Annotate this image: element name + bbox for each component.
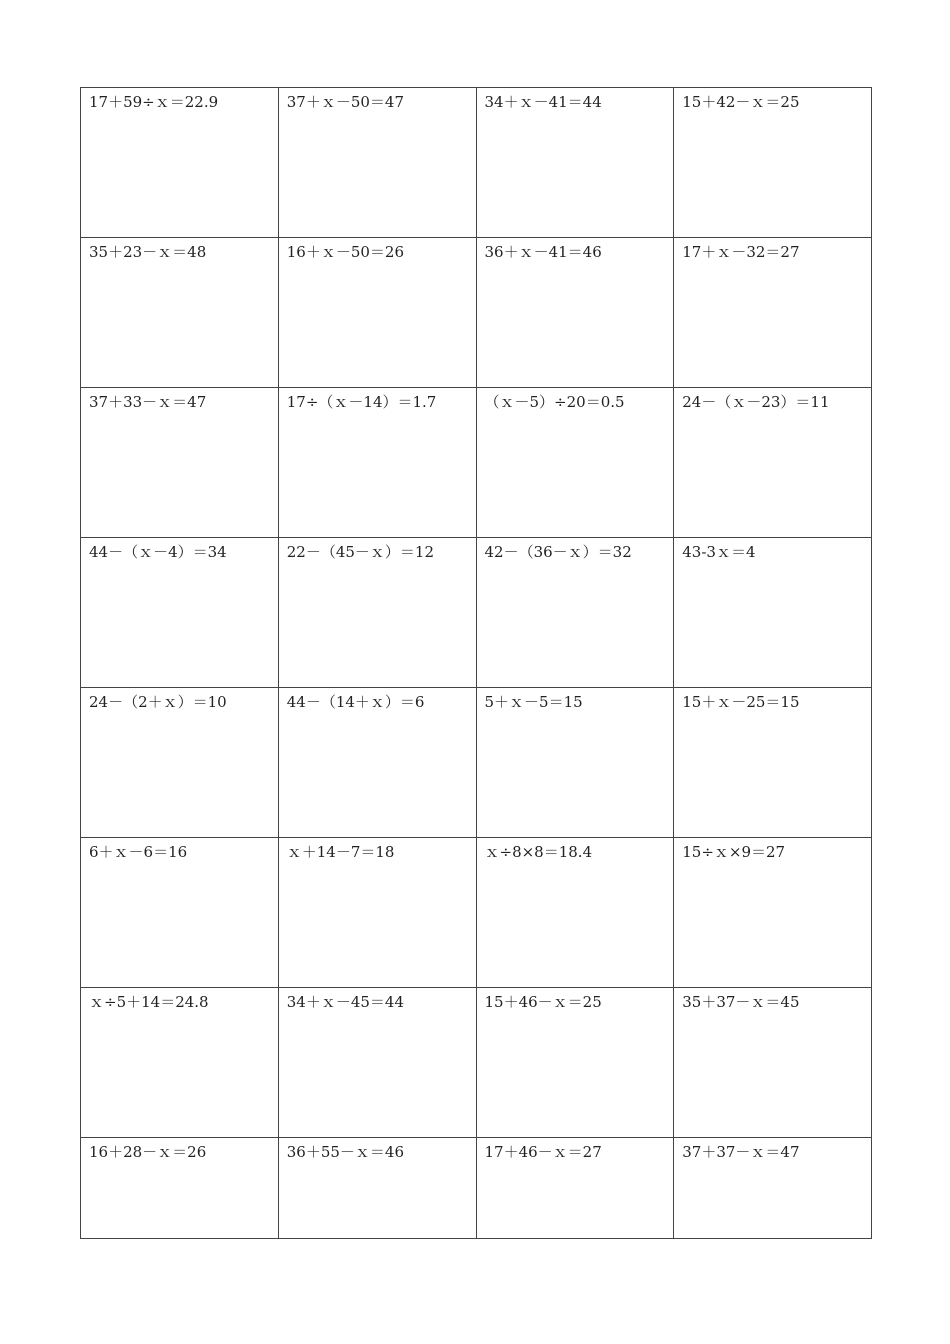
equation-cell: 16＋28－ｘ＝26	[81, 1138, 279, 1239]
equation-cell: 35＋23－ｘ＝48	[81, 238, 279, 388]
table-row	[81, 388, 872, 538]
equation-cell: 36＋ｘ－41＝46	[476, 238, 674, 388]
equation-cell: 17÷（ｘ－14）＝1.7	[278, 388, 476, 538]
equation-cell: 44－（14＋ｘ）＝6	[278, 688, 476, 838]
equation-cell: ｘ÷5＋14＝24.8	[81, 988, 279, 1138]
table-row	[81, 88, 872, 238]
equation-cell: 42－（36－ｘ）＝32	[476, 538, 674, 688]
equation-cell: ｘ＋14－7＝18	[278, 838, 476, 988]
equation-cell: 15＋ｘ－25＝15	[674, 688, 872, 838]
equation-cell: 17＋59÷ｘ＝22.9	[81, 88, 279, 238]
equation-cell: 15＋46－ｘ＝25	[476, 988, 674, 1138]
table-row	[81, 238, 872, 388]
table-row	[81, 838, 872, 988]
equation-cell: 43-3ｘ＝4	[674, 538, 872, 688]
equation-cell: 6＋ｘ－6＝16	[81, 838, 279, 988]
equation-cell: 16＋ｘ－50＝26	[278, 238, 476, 388]
equation-cell: 34＋ｘ－41＝44	[476, 88, 674, 238]
table-row	[81, 538, 872, 688]
equation-cell: 35＋37－ｘ＝45	[674, 988, 872, 1138]
equation-cell: 44－（ｘ－4）＝34	[81, 538, 279, 688]
equation-cell: 37＋33－ｘ＝47	[81, 388, 279, 538]
equation-cell: 15÷ｘ×9＝27	[674, 838, 872, 988]
equation-cell: 5＋ｘ－5＝15	[476, 688, 674, 838]
equation-cell: 24－（ｘ－23）＝11	[674, 388, 872, 538]
table-row	[81, 688, 872, 838]
equation-cell: 37＋ｘ－50＝47	[278, 88, 476, 238]
equation-cell: 22－（45－ｘ）＝12	[278, 538, 476, 688]
table-row	[81, 988, 872, 1138]
table-row	[81, 1138, 872, 1239]
equation-cell: 36＋55－ｘ＝46	[278, 1138, 476, 1239]
equation-cell: 15＋42－ｘ＝25	[674, 88, 872, 238]
equation-cell: （ｘ－5）÷20＝0.5	[476, 388, 674, 538]
equation-cell: 37＋37－ｘ＝47	[674, 1138, 872, 1239]
equation-worksheet-table	[80, 87, 872, 1239]
equation-cell: 17＋46－ｘ＝27	[476, 1138, 674, 1239]
equation-cell: 24－（2＋ｘ）＝10	[81, 688, 279, 838]
equation-cell: 17＋ｘ－32＝27	[674, 238, 872, 388]
equation-cell: 34＋ｘ－45＝44	[278, 988, 476, 1138]
equation-cell: ｘ÷8×8＝18.4	[476, 838, 674, 988]
